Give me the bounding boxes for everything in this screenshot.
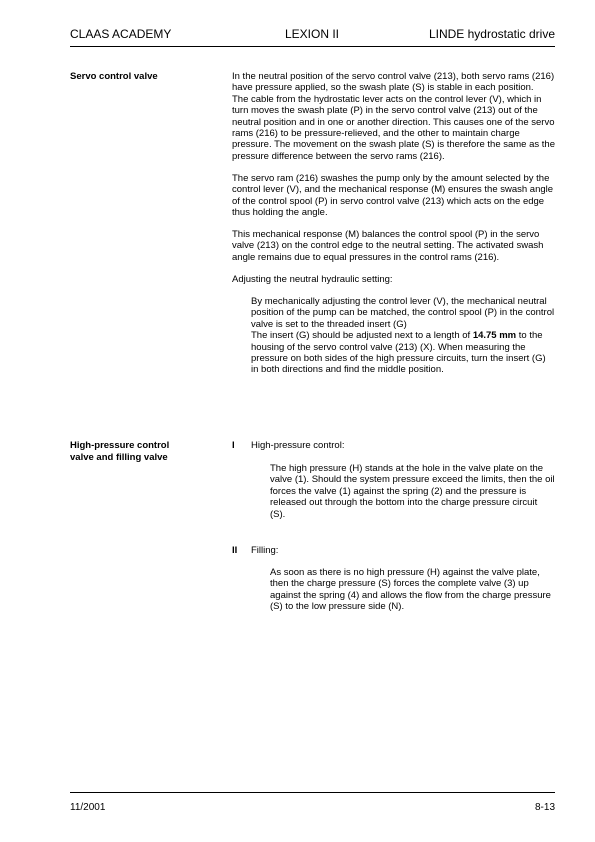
- section2-heading-line1: High-pressure control: [70, 440, 170, 451]
- item2-text: As soon as there is no high pressure (H) against the valve plate, then the charge pressure (S) forces the complete valve (3) up against the spring (4) and allows the flow from the charge pressure (S) to the low pressure side (N).: [270, 567, 551, 613]
- section1-paragraph-1b: The cable from the hydrostatic lever acts on the control lever (V), which in turn moves the swash plate (P) in the servo control valve (213) out of the neutral position and in one or another direction. This causes one of the servo rams (216) to be pressure-relieved, and the other to maintain charge pressure. The movement on the swash plate (S) is therefore the same as the pressure difference between the servo rams (216).: [232, 93, 555, 162]
- indent-paragraph-1: By mechanically adjusting the control lever (V), the mechanical neutral position of the pump can be matched, the control spool (P) in the control valve is set to the threaded insert (G): [251, 295, 555, 330]
- section1-paragraph-1: In the neutral position of the servo control valve (213), both servo rams (216) have pressure applied, so the swash plate (S) is stable in each position.: [232, 71, 555, 94]
- section2-heading-line2: valve and filling valve: [70, 452, 168, 463]
- page-header: [70, 27, 555, 45]
- section1-indented-block: [232, 296, 555, 376]
- header-center-title: LEXION II: [285, 27, 340, 41]
- indent-text-pre: The insert (G) should be adjusted next to a length of: [251, 330, 473, 342]
- item2-label: II: [232, 545, 238, 556]
- section2-heading: [70, 440, 220, 464]
- item2-title: Filling:: [251, 545, 279, 556]
- indent-paragraph-2: [251, 330, 555, 376]
- header-rule: [70, 46, 555, 47]
- section1-paragraph-3: This mechanical response (M) balances the control spool (P) in the servo valve (213) on the control edge to the neutral setting. The activated swash angle remains due to equal pressures in the control rams (216).: [232, 229, 544, 263]
- section1-heading: Servo control valve: [70, 71, 158, 82]
- section1-paragraph-2: The servo ram (216) swashes the pump only by the amount selected by the control lever (V), and the mechanical response (M) ensures the swash angle of the control spool (P) in servo control valve (213) which acts on the edge thus holding the angle.: [232, 172, 554, 219]
- item1-label: I: [232, 440, 235, 451]
- indent-text-post: to the housing of the servo control valve (213) (X). When measuring the pressure on both sides of the high pressure circuits, turn the insert (G) in both directions and find the middle position.: [251, 330, 546, 376]
- indent-length-value: 14.75 mm: [472, 330, 517, 342]
- footer-rule: [70, 792, 555, 793]
- page-number: 8-13: [534, 802, 555, 813]
- footer-date: 11/2001: [70, 802, 106, 813]
- item1-text: The high pressure (H) stands at the hole in the valve plate on the valve (1). Should the system pressure exceed the limits, then the oil forces the valve (1) against the spring (2) and the pressure is released out through the bottom into the charge pressure circuit (S).: [270, 463, 555, 520]
- item1-title: High-pressure control:: [251, 440, 345, 451]
- header-left-title: CLAAS ACADEMY: [70, 27, 172, 41]
- header-right-title: LINDE hydrostatic drive: [428, 27, 555, 41]
- section1-body: [232, 71, 555, 376]
- section1-paragraph-4: Adjusting the neutral hydraulic setting:: [232, 273, 393, 285]
